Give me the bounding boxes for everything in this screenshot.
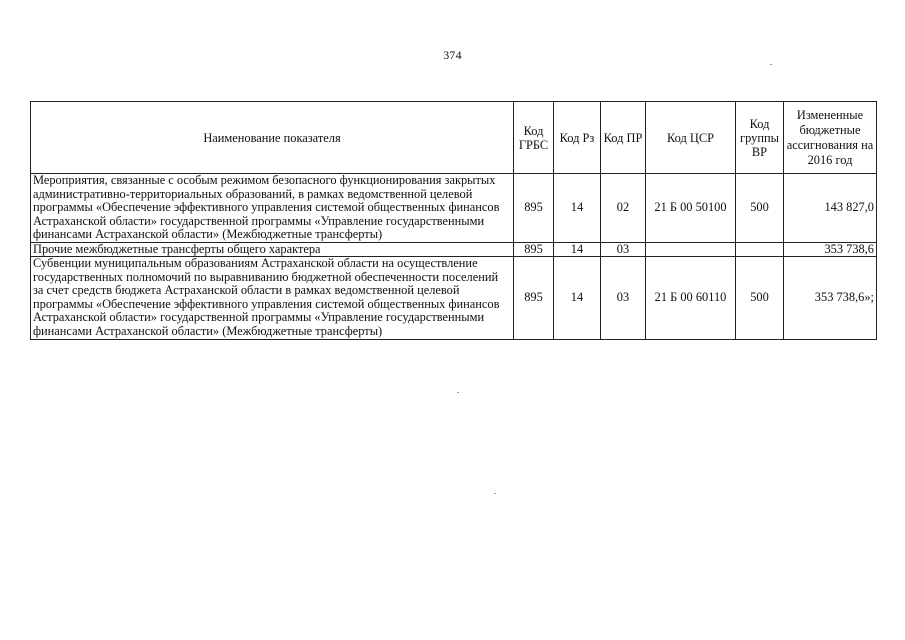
header-vr: Код группы ВР bbox=[736, 102, 784, 174]
row-pr: 03 bbox=[601, 256, 646, 339]
row-name: Мероприятия, связанные с особым режимом безопасного функционирования закрытых административно-территориальных образований, в рамках ведомственной целевой программы «Обеспечение эффективного управления системой общественных финансов Астраханской области» государственной программы «Управление государственными финансами Астраханской области» (Межбюджетные трансферты) bbox=[31, 174, 514, 243]
page-number: 374 bbox=[443, 48, 462, 62]
row-amount: 143 827,0 bbox=[784, 174, 877, 243]
row-pr: 03 bbox=[601, 242, 646, 256]
row-grbs: 895 bbox=[514, 256, 554, 339]
budget-table bbox=[30, 101, 877, 340]
header-rz: Код Рз bbox=[554, 102, 601, 174]
table-row bbox=[31, 242, 877, 256]
row-amount: 353 738,6»; bbox=[784, 256, 877, 339]
row-name: Прочие межбюджетные трансферты общего характера bbox=[31, 242, 514, 256]
row-rz: 14 bbox=[554, 174, 601, 243]
row-amount: 353 738,6 bbox=[784, 242, 877, 256]
header-grbs: Код ГРБС bbox=[514, 102, 554, 174]
row-vr: 500 bbox=[736, 256, 784, 339]
row-csr: 21 Б 00 50100 bbox=[646, 174, 736, 243]
scan-speck bbox=[494, 493, 496, 494]
row-vr bbox=[736, 242, 784, 256]
row-csr bbox=[646, 242, 736, 256]
row-rz: 14 bbox=[554, 242, 601, 256]
row-name: Субвенции муниципальным образованиям Астраханской области на осуществление государственных полномочий по выравниванию бюджетной обеспеченности поселений за счет средств бюджета Астраханской области в рамках ведомственной целевой программы «Обеспечение эффективного управления системой общественных финансов Астраханской области» государственной программы «Управление государственными финансами Астраханской области» (Межбюджетные трансферты) bbox=[31, 256, 514, 339]
row-grbs: 895 bbox=[514, 242, 554, 256]
scan-speck bbox=[770, 64, 772, 65]
table-row bbox=[31, 174, 877, 243]
table-header-row bbox=[31, 102, 877, 174]
row-pr: 02 bbox=[601, 174, 646, 243]
row-rz: 14 bbox=[554, 256, 601, 339]
row-grbs: 895 bbox=[514, 174, 554, 243]
scan-speck bbox=[457, 392, 459, 393]
row-csr: 21 Б 00 60110 bbox=[646, 256, 736, 339]
row-vr: 500 bbox=[736, 174, 784, 243]
header-csr: Код ЦСР bbox=[646, 102, 736, 174]
header-amount: Измененные бюджетные ассигнования на 2016 год bbox=[784, 102, 877, 174]
table-row bbox=[31, 256, 877, 339]
header-pr: Код ПР bbox=[601, 102, 646, 174]
header-name: Наименование показателя bbox=[31, 102, 514, 174]
